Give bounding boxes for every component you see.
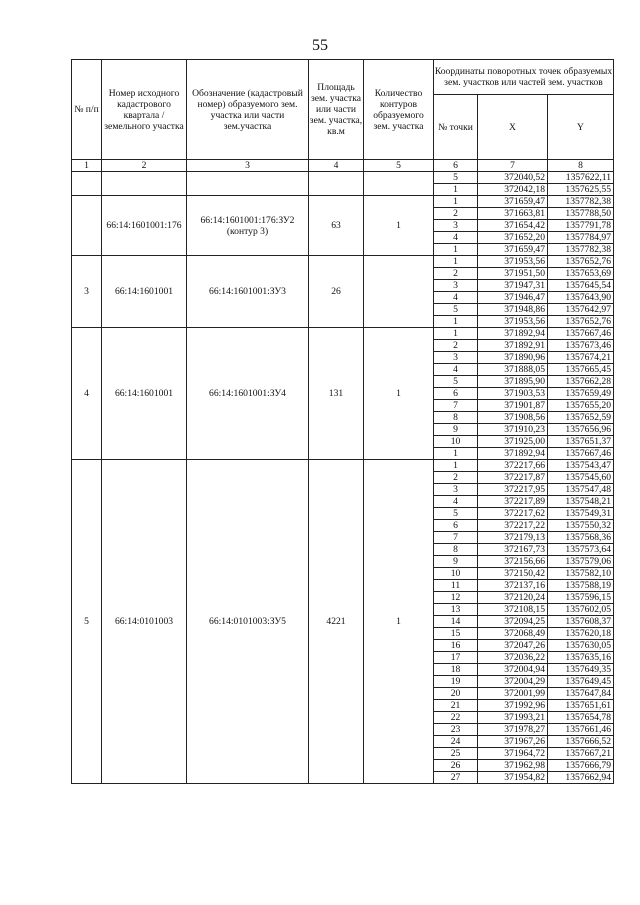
- coordinate-x: 371953,56: [478, 256, 548, 268]
- table-row: [72, 172, 614, 184]
- coordinate-x: 372001,99: [478, 688, 548, 700]
- coordinate-x: 371946,47: [478, 292, 548, 304]
- coordinate-y: 1357791,78: [548, 220, 614, 232]
- table-row: [72, 256, 614, 268]
- point-number: 14: [434, 616, 478, 628]
- coordinate-x: 372217,89: [478, 496, 548, 508]
- coordinate-y: 1357652,76: [548, 256, 614, 268]
- coordinate-y: 1357651,61: [548, 700, 614, 712]
- point-number: 5: [434, 172, 478, 184]
- coordinate-y: 1357622,11: [548, 172, 614, 184]
- coordinate-x: 371993,21: [478, 712, 548, 724]
- coordinate-x: 371964,72: [478, 748, 548, 760]
- group-designation: [187, 172, 309, 196]
- column-number: 2: [102, 160, 187, 172]
- coordinate-y: 1357667,21: [548, 748, 614, 760]
- coordinate-y: 1357652,76: [548, 316, 614, 328]
- coordinate-y: 1357596,15: [548, 592, 614, 604]
- header-contours: Количество контуров образуемого зем. участка: [364, 60, 434, 160]
- coordinate-x: 371910,23: [478, 424, 548, 436]
- point-number: 3: [434, 220, 478, 232]
- group-area: 131: [309, 328, 364, 460]
- coordinate-x: 372217,62: [478, 508, 548, 520]
- coordinate-x: 371663,81: [478, 208, 548, 220]
- coordinate-x: 372042,18: [478, 184, 548, 196]
- coordinate-x: 371901,87: [478, 400, 548, 412]
- coordinate-x: 371925,00: [478, 436, 548, 448]
- point-number: 2: [434, 268, 478, 280]
- point-number: 1: [434, 328, 478, 340]
- point-number: 1: [434, 244, 478, 256]
- coordinate-y: 1357620,18: [548, 628, 614, 640]
- coordinate-x: 372179,13: [478, 532, 548, 544]
- coordinate-x: 372150,42: [478, 568, 548, 580]
- coordinate-x: 371947,31: [478, 280, 548, 292]
- coordinate-y: 1357784,97: [548, 232, 614, 244]
- point-number: 4: [434, 232, 478, 244]
- group-designation: 66:14:1601001:ЗУ3: [187, 256, 309, 328]
- coordinate-x: 372004,94: [478, 664, 548, 676]
- point-number: 2: [434, 472, 478, 484]
- point-number: 8: [434, 412, 478, 424]
- coordinate-y: 1357674,21: [548, 352, 614, 364]
- point-number: 7: [434, 400, 478, 412]
- point-number: 6: [434, 520, 478, 532]
- point-number: 22: [434, 712, 478, 724]
- group-source-quarter: 66:14:1601001: [102, 328, 187, 460]
- coordinate-x: 371908,56: [478, 412, 548, 424]
- coordinate-x: 372036,22: [478, 652, 548, 664]
- point-number: 9: [434, 556, 478, 568]
- group-row-number: 5: [72, 460, 102, 784]
- coordinate-y: 1357625,55: [548, 184, 614, 196]
- table-row: [72, 460, 614, 472]
- point-number: 11: [434, 580, 478, 592]
- header-x: X: [478, 95, 548, 160]
- coordinate-y: 1357662,94: [548, 772, 614, 784]
- point-number: 7: [434, 532, 478, 544]
- column-number: 1: [72, 160, 102, 172]
- coordinate-y: 1357659,49: [548, 388, 614, 400]
- coordinate-x: 372040,52: [478, 172, 548, 184]
- coordinate-y: 1357645,54: [548, 280, 614, 292]
- coordinate-x: 371652,20: [478, 232, 548, 244]
- coordinate-y: 1357649,45: [548, 676, 614, 688]
- coordinate-y: 1357661,46: [548, 724, 614, 736]
- coordinate-y: 1357550,32: [548, 520, 614, 532]
- coordinate-y: 1357656,96: [548, 424, 614, 436]
- coordinate-y: 1357549,31: [548, 508, 614, 520]
- coordinate-y: 1357568,36: [548, 532, 614, 544]
- group-designation: 66:14:0101003:ЗУ5: [187, 460, 309, 784]
- coordinate-y: 1357673,46: [548, 340, 614, 352]
- coordinate-x: 371659,47: [478, 244, 548, 256]
- point-number: 1: [434, 448, 478, 460]
- coordinate-y: 1357573,64: [548, 544, 614, 556]
- point-number: 19: [434, 676, 478, 688]
- point-number: 2: [434, 340, 478, 352]
- coordinate-x: 372217,66: [478, 460, 548, 472]
- coordinate-y: 1357588,19: [548, 580, 614, 592]
- coordinate-x: 372004,29: [478, 676, 548, 688]
- point-number: 21: [434, 700, 478, 712]
- group-designation: 66:14:1601001:ЗУ4: [187, 328, 309, 460]
- coordinate-x: 371892,91: [478, 340, 548, 352]
- group-source-quarter: [102, 172, 187, 196]
- point-number: 12: [434, 592, 478, 604]
- point-number: 4: [434, 496, 478, 508]
- coordinate-x: 372217,22: [478, 520, 548, 532]
- column-number: 8: [548, 160, 614, 172]
- coordinate-x: 371659,47: [478, 196, 548, 208]
- coordinate-x: 372156,66: [478, 556, 548, 568]
- point-number: 8: [434, 544, 478, 556]
- point-number: 5: [434, 376, 478, 388]
- point-number: 4: [434, 364, 478, 376]
- point-number: 1: [434, 196, 478, 208]
- coordinate-x: 372217,95: [478, 484, 548, 496]
- header-y: Y: [548, 95, 614, 160]
- coordinate-y: 1357649,35: [548, 664, 614, 676]
- page-number: 55: [312, 37, 328, 54]
- coordinate-x: 371948,86: [478, 304, 548, 316]
- coordinate-x: 371903,53: [478, 388, 548, 400]
- coordinate-x: 371967,26: [478, 736, 548, 748]
- table-row: [72, 196, 614, 208]
- coordinate-x: 371992,96: [478, 700, 548, 712]
- group-row-number: [72, 172, 102, 196]
- coordinate-x: 371953,56: [478, 316, 548, 328]
- group-contours: 1: [364, 460, 434, 784]
- point-number: 5: [434, 508, 478, 520]
- coordinate-y: 1357667,46: [548, 448, 614, 460]
- group-area: 63: [309, 196, 364, 256]
- point-number: 6: [434, 388, 478, 400]
- point-number: 3: [434, 484, 478, 496]
- group-area: [309, 172, 364, 196]
- point-number: 9: [434, 424, 478, 436]
- coordinate-x: 372094,25: [478, 616, 548, 628]
- header-designation: Обозначение (кадастровый номер) образуемого зем. участка или части зем.участка: [187, 60, 309, 160]
- coordinate-y: 1357579,06: [548, 556, 614, 568]
- coordinate-y: 1357642,97: [548, 304, 614, 316]
- table-row: [72, 328, 614, 340]
- coordinate-y: 1357788,50: [548, 208, 614, 220]
- coordinate-y: 1357667,46: [548, 328, 614, 340]
- column-number: 4: [309, 160, 364, 172]
- coordinate-y: 1357608,37: [548, 616, 614, 628]
- group-source-quarter: 66:14:1601001:176: [102, 196, 187, 256]
- coordinate-y: 1357651,37: [548, 436, 614, 448]
- point-number: 23: [434, 724, 478, 736]
- header-row-number: № п/п: [72, 60, 102, 160]
- point-number: 20: [434, 688, 478, 700]
- column-numbers-row: [72, 160, 614, 172]
- coordinate-y: 1357630,05: [548, 640, 614, 652]
- point-number: 16: [434, 640, 478, 652]
- group-row-number: 4: [72, 328, 102, 460]
- coordinate-y: 1357666,52: [548, 736, 614, 748]
- coordinate-x: 371951,50: [478, 268, 548, 280]
- coordinate-x: 371962,98: [478, 760, 548, 772]
- coordinate-y: 1357545,60: [548, 472, 614, 484]
- column-number: 5: [364, 160, 434, 172]
- group-source-quarter: 66:14:1601001: [102, 256, 187, 328]
- group-area: 4221: [309, 460, 364, 784]
- point-number: 10: [434, 568, 478, 580]
- coordinate-y: 1357582,10: [548, 568, 614, 580]
- coordinate-y: 1357602,05: [548, 604, 614, 616]
- group-row-number: 3: [72, 256, 102, 328]
- coordinate-y: 1357655,20: [548, 400, 614, 412]
- coordinate-x: 372217,87: [478, 472, 548, 484]
- group-contours: [364, 172, 434, 196]
- point-number: 2: [434, 208, 478, 220]
- coordinate-y: 1357665,45: [548, 364, 614, 376]
- coordinate-y: 1357653,69: [548, 268, 614, 280]
- coordinate-x: 371892,94: [478, 448, 548, 460]
- coordinate-y: 1357666,79: [548, 760, 614, 772]
- coordinate-y: 1357548,21: [548, 496, 614, 508]
- coordinate-x: 372167,73: [478, 544, 548, 556]
- coordinates-table: [71, 59, 614, 784]
- point-number: 5: [434, 304, 478, 316]
- group-contours: 1: [364, 328, 434, 460]
- coordinate-x: 372120,24: [478, 592, 548, 604]
- point-number: 27: [434, 772, 478, 784]
- coordinate-x: 371888,05: [478, 364, 548, 376]
- coordinate-y: 1357547,48: [548, 484, 614, 496]
- coordinate-y: 1357662,28: [548, 376, 614, 388]
- point-number: 26: [434, 760, 478, 772]
- coordinate-y: 1357543,47: [548, 460, 614, 472]
- coordinate-y: 1357647,84: [548, 688, 614, 700]
- point-number: 1: [434, 316, 478, 328]
- coordinate-y: 1357652,59: [548, 412, 614, 424]
- point-number: 1: [434, 184, 478, 196]
- coordinate-y: 1357782,38: [548, 244, 614, 256]
- coordinate-x: 372068,49: [478, 628, 548, 640]
- coordinate-y: 1357643,90: [548, 292, 614, 304]
- column-number: 6: [434, 160, 478, 172]
- coordinate-x: 372047,26: [478, 640, 548, 652]
- header-source-quarter: Номер исходного кадастрового квартала / земельного участка: [102, 60, 187, 160]
- point-number: 1: [434, 256, 478, 268]
- point-number: 25: [434, 748, 478, 760]
- coordinate-x: 371954,82: [478, 772, 548, 784]
- column-number: 3: [187, 160, 309, 172]
- point-number: 4: [434, 292, 478, 304]
- header-area: Площадь зем. участка или части зем. участка, кв.м: [309, 60, 364, 160]
- point-number: 1: [434, 460, 478, 472]
- header-coordinates: Координаты поворотных точек образуемых зем. участков или частей зем. участков: [434, 60, 614, 95]
- coordinate-x: 372108,15: [478, 604, 548, 616]
- point-number: 24: [434, 736, 478, 748]
- column-number: 7: [478, 160, 548, 172]
- header-point-number: № точки: [434, 95, 478, 160]
- coordinate-y: 1357635,16: [548, 652, 614, 664]
- coordinate-x: 371978,27: [478, 724, 548, 736]
- point-number: 10: [434, 436, 478, 448]
- coordinate-x: 371890,96: [478, 352, 548, 364]
- coordinate-x: 371892,94: [478, 328, 548, 340]
- point-number: 17: [434, 652, 478, 664]
- coordinate-x: 371654,42: [478, 220, 548, 232]
- group-area: 26: [309, 256, 364, 328]
- group-designation: 66:14:1601001:176:ЗУ2 (контур 3): [187, 196, 309, 256]
- point-number: 18: [434, 664, 478, 676]
- coordinate-y: 1357654,78: [548, 712, 614, 724]
- point-number: 15: [434, 628, 478, 640]
- coordinate-x: 371895,90: [478, 376, 548, 388]
- group-contours: 1: [364, 196, 434, 256]
- coordinate-x: 372137,16: [478, 580, 548, 592]
- group-contours: [364, 256, 434, 328]
- group-source-quarter: 66:14:0101003: [102, 460, 187, 784]
- point-number: 3: [434, 280, 478, 292]
- coordinate-y: 1357782,38: [548, 196, 614, 208]
- point-number: 13: [434, 604, 478, 616]
- group-row-number: [72, 196, 102, 256]
- point-number: 3: [434, 352, 478, 364]
